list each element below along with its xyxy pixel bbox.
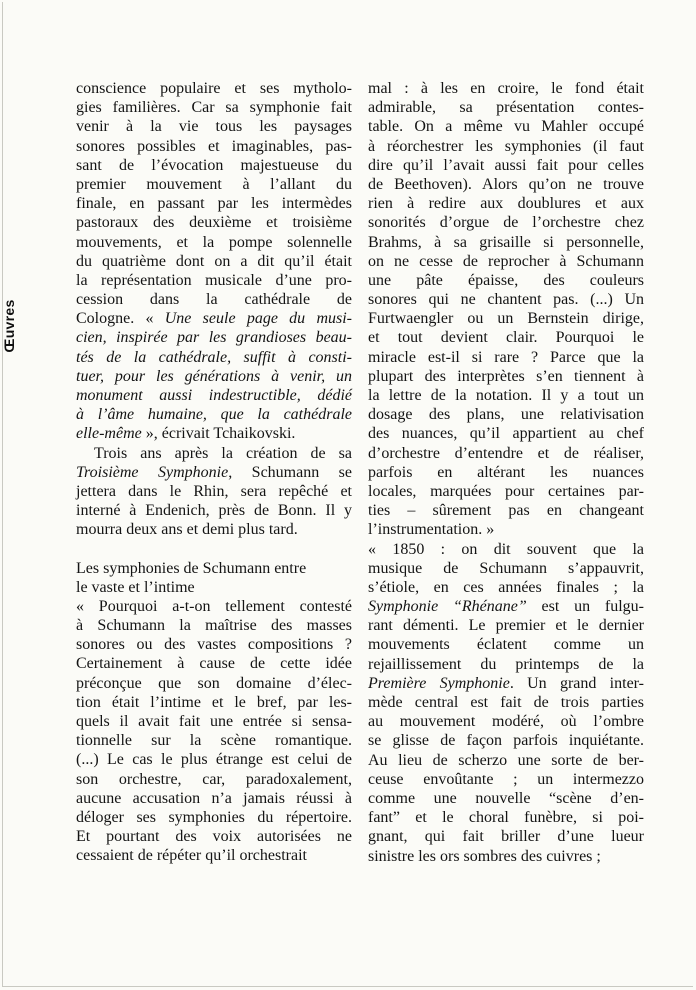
text-line: interné à Endenich, près de Bonn. Il y	[76, 502, 352, 520]
text-line: se glisse de façon parfois inquiétante.	[368, 732, 644, 750]
text-line: Furtwaengler ou un Bernstein dirige,	[368, 310, 644, 328]
section-heading	[76, 559, 352, 597]
text-line: ties – sûrement pas en changeant	[368, 502, 644, 520]
heading-line: Les symphonies de Schumann entre	[76, 559, 307, 577]
text-line: finale, en passant par les intermèdes	[76, 195, 352, 213]
text-line: ceuse envoûtante ; un intermezzo	[368, 770, 644, 788]
section-side-label: Œuvres	[1, 299, 17, 353]
text-line: venir à la vie tous les paysages	[76, 118, 352, 136]
text-line: dosage des plans, une relativisation	[368, 406, 644, 424]
text-line: une pâte épaisse, des couleurs	[368, 271, 644, 289]
text-line: mourra deux ans et demi plus tard.	[76, 521, 298, 539]
text-line: Première Symphonie. Un grand inter-	[368, 674, 645, 692]
text-line: Cologne. « Une seule page du musi-	[76, 310, 352, 328]
text-line: plupart des interprètes s’en tiennent à	[368, 367, 644, 385]
text-line: l’instrumentation. »	[368, 521, 495, 539]
text-line: rien à redire aux doublures et aux	[368, 195, 644, 213]
text-line: cessaient de répéter qu’il orchestrait	[76, 847, 307, 865]
text-line: mouvements éclatent comme un	[368, 636, 644, 654]
text-line: jettera dans le Rhin, sera repêché et	[76, 482, 352, 500]
text-line: sonores qui ne chantent pas. (...) Un	[368, 291, 644, 309]
text-line: des nuances, qu’il appartient au chef	[368, 425, 644, 443]
text-line: au mouvement modéré, où l’ombre	[368, 713, 644, 731]
text-line: comme une nouvelle “scène d’en-	[368, 789, 644, 807]
text-line: Brahms, à sa grisaille si personnelle,	[368, 233, 644, 251]
left-column	[76, 79, 352, 866]
text-line: rejaillissement du printemps de la	[368, 655, 644, 673]
text-line: « Pourquoi a-t-on tellement contesté	[76, 597, 352, 615]
text-line: Et pourtant des voix autorisées ne	[76, 828, 352, 846]
text-line: (...) Le cas le plus étrange est celui de	[76, 751, 352, 769]
text-line: de Beethoven). Alors qu’on ne trouve	[368, 175, 644, 193]
text-line: conscience populaire et ses mytholo-	[76, 80, 352, 97]
text-line: Certainement à cause de cette idée	[76, 655, 352, 673]
text-line: et tout devient clair. Pourquoi le	[368, 329, 644, 347]
paragraph-1850	[368, 540, 644, 598]
text-line: sonores ou des vastes compositions ?	[76, 636, 352, 654]
text-line: tion était l’intime et le bref, par les-	[76, 693, 352, 711]
text-line: monument aussi indestructible, dédié	[76, 387, 352, 404]
text-line: locales, marquées pour certaines par-	[368, 482, 644, 500]
text-line: du quatrième dont on a dit qu’il était	[76, 252, 352, 270]
paragraph-1850-cont	[368, 616, 644, 674]
text-line: sonores possibles et imaginables, pas-	[76, 137, 352, 155]
text-line: dire qu’il l’avait aussi fait pour celles	[368, 156, 644, 174]
text-line: on ne cesse de reprocher à Schumann	[368, 252, 644, 270]
right-column	[368, 79, 644, 866]
text-line: Au lieu de scherzo une sorte de ber-	[368, 751, 644, 769]
text-line: premier mouvement à l’allant du	[76, 175, 352, 193]
text-line: à réorchestrer les symphonies (il faut	[368, 137, 644, 155]
paragraph-quote-mastery	[76, 597, 352, 866]
text-line: mal : à les en croire, le fond était	[368, 80, 644, 97]
text-line: son orchestre, car, paradoxalement,	[76, 770, 352, 788]
text-line: sonorités d’orgue de l’orchestre chez	[368, 214, 644, 232]
text-line: tionnelle sur la scène romantique.	[76, 732, 352, 750]
text-line: mède central est fait de trois parties	[368, 694, 644, 711]
text-line: gies familières. Car sa symphonie fait	[76, 99, 352, 117]
text-line: cession dans la cathédrale de	[76, 291, 352, 309]
paragraph-1850-end	[368, 693, 644, 866]
text-line: préconçue que son domaine d’élec-	[76, 674, 352, 692]
text-line: à Schumann la maîtrise des masses	[76, 617, 352, 635]
text-line: Symphonie “Rhénane” est un fulgu-	[368, 598, 644, 616]
text-line: gnant, qui fait briller d’une lueur	[368, 828, 644, 846]
text-line: rant démenti. Le premier et le dernier	[368, 617, 644, 635]
paragraph-rhine	[76, 482, 352, 540]
text-line: table. On a même vu Mahler occupé	[368, 118, 644, 136]
text-line: cien, inspirée par les grandioses beau-	[76, 329, 352, 347]
text-line: la lettre de la notation. Il y a tout un	[368, 387, 644, 404]
text-line: à l’âme humaine, que la cathédrale	[76, 406, 352, 424]
text-line: Troisième Symphonie, Schumann se	[76, 463, 353, 481]
text-line: sant de l’évocation majestueuse du	[76, 156, 352, 174]
text-line: déloger ses symphonies du répertoire.	[76, 808, 352, 826]
paragraph-symphony-landscapes	[76, 79, 352, 309]
text-line: pastoraux des deuxième et troisième	[76, 214, 352, 232]
text-line: miracle est-il si rare ? Parce que la	[368, 348, 644, 366]
heading-line: le vaste et l’intime	[76, 578, 195, 596]
text-line: quels il avait fait une entrée si sensa-	[76, 713, 352, 730]
text-line: tuer, pour les générations à venir, un	[76, 367, 352, 385]
text-line: « 1850 : on dit souvent que la	[368, 540, 644, 558]
text-line: Trois ans après la création de sa	[94, 444, 352, 462]
text-line: sinistre les ors sombres des cuivres ;	[368, 847, 601, 865]
text-line: mouvements, et la pompe solennelle	[76, 233, 352, 251]
text-line: parfois en altérant les nuances	[368, 463, 644, 481]
text-line: aucune accusation n’a jamais réussi à	[76, 789, 352, 807]
text-line: admirable, sa présentation contes-	[368, 99, 644, 117]
text-line: la représentation musicale d’une pro-	[76, 271, 352, 289]
paragraph-orchestration	[368, 79, 644, 540]
text-line: s’étiole, en ces années finales ; la	[368, 578, 644, 596]
text-line: d’orchestre d’entendre et de réaliser,	[368, 444, 644, 462]
text-line: musique de Schumann s’appauvrit,	[368, 559, 644, 577]
text-line: tés de la cathédrale, suffit à consti-	[76, 348, 352, 366]
text-line: elle-même », écrivait Tchaikovski.	[76, 425, 296, 443]
text-line: fant” et le choral funèbre, si poi-	[368, 809, 644, 827]
